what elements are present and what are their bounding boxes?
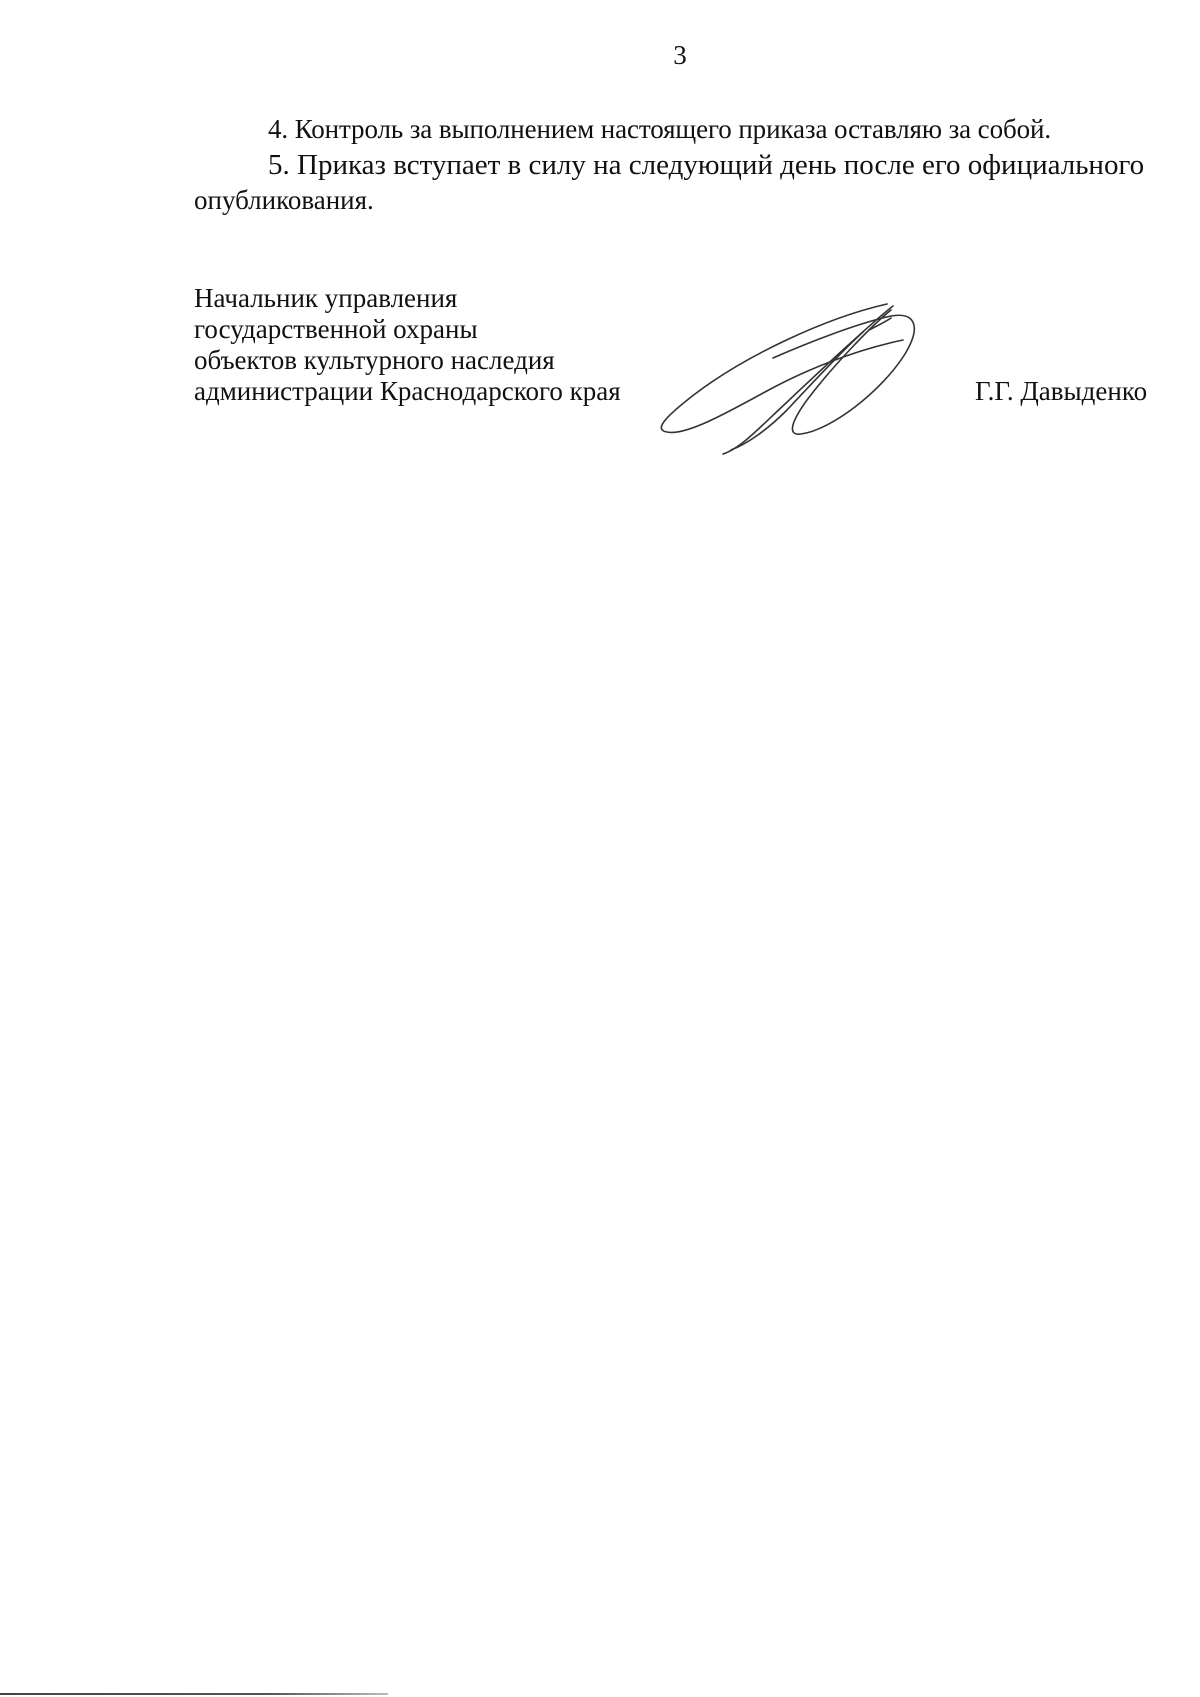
paragraph-5 bbox=[194, 147, 1166, 183]
signer-name: Г.Г. Давыденко bbox=[975, 376, 1148, 406]
signer-position-line-3: объектов культурного наследия bbox=[194, 345, 555, 375]
signer-position-line-2: государственной охраны bbox=[194, 314, 478, 344]
paragraph-5-line-2: опубликования. bbox=[194, 185, 374, 215]
signer-position-line-1: Начальник управления bbox=[194, 283, 458, 313]
document-body bbox=[194, 112, 1166, 218]
paragraph-5-line-1: 5. Приказ вступает в силу на следующий день после его официального bbox=[268, 149, 1145, 181]
page-number: 3 bbox=[673, 40, 687, 70]
bottom-divider bbox=[0, 1693, 388, 1695]
paragraph-4: 4. Контроль за выполнением настоящего приказа оставляю за собой. bbox=[268, 114, 1052, 144]
handwritten-signature bbox=[655, 296, 935, 458]
signer-position bbox=[194, 283, 621, 407]
signer-position-line-4: администрации Краснодарского края bbox=[194, 376, 621, 406]
